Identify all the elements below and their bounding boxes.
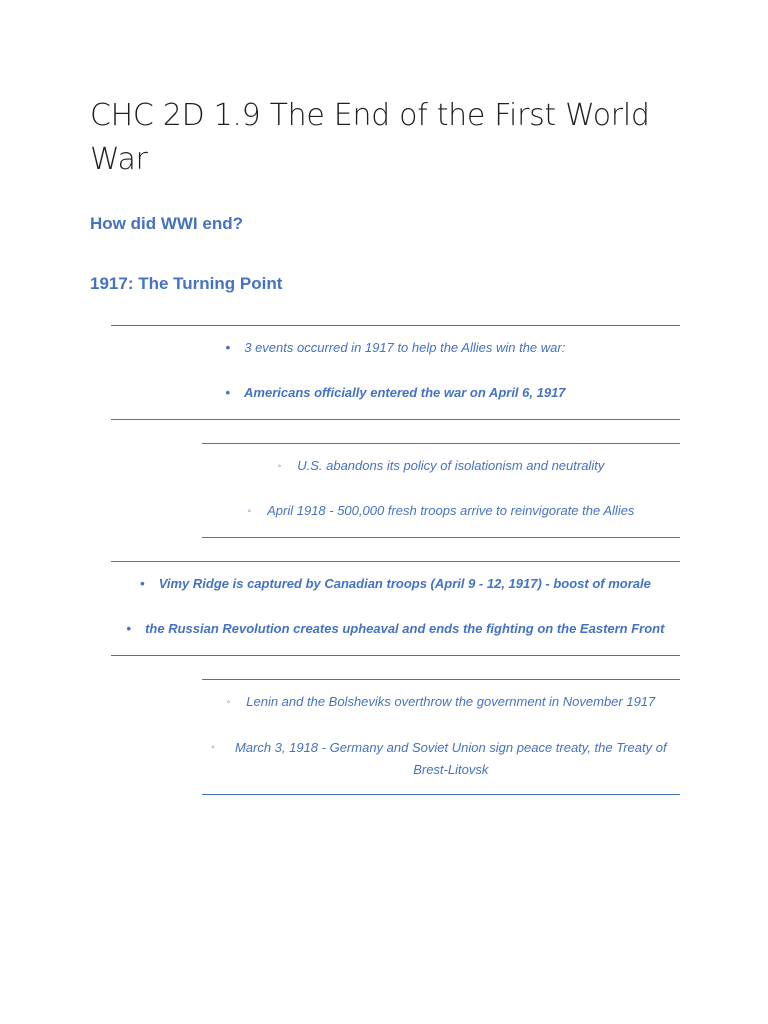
circle-bullet-icon: ◦	[226, 697, 231, 708]
list-item	[111, 382, 680, 404]
list-item	[202, 691, 680, 714]
list-item	[111, 337, 680, 359]
list-item	[111, 618, 680, 640]
bullet-icon: •	[225, 385, 231, 400]
list-item	[111, 573, 680, 595]
bullet-icon: •	[225, 340, 231, 355]
bullet-icon: •	[126, 621, 132, 636]
list-item	[202, 737, 680, 781]
list-item-text: Americans officially entered the war on April 6, 1917	[244, 385, 566, 400]
list-item-text: Lenin and the Bolsheviks overthrow the government in November 1917	[246, 694, 656, 709]
list-item-text: Vimy Ridge is captured by Canadian troops (April 9 - 12, 1917) - boost of morale	[158, 576, 651, 591]
list-item-text: the Russian Revolution creates upheaval and ends the fighting on the Eastern Front	[145, 621, 665, 636]
bullet-icon: •	[140, 576, 145, 591]
circle-bullet-icon: ◦	[277, 461, 282, 472]
heading-turning-point: 1917: The Turning Point	[90, 274, 283, 293]
russia-details-block	[202, 679, 680, 795]
vimy-russia-block	[111, 561, 680, 656]
list-item-text: 3 events occurred in 1917 to help the Allies win the war:	[244, 340, 566, 355]
heading-question: How did WWI end?	[90, 214, 243, 233]
us-details-block	[202, 443, 680, 538]
list-item-text: March 3, 1918 - Germany and Soviet Union sign peace treaty, the Treaty of Brest-Litovsk	[234, 740, 667, 777]
list-item-text: April 1918 - 500,000 fresh troops arrive to reinvigorate the Allies	[267, 503, 635, 518]
document-title: CHC 2D 1.9 The End of the First World War	[90, 98, 650, 177]
circle-bullet-icon: ◦	[211, 742, 215, 753]
events-block	[111, 325, 680, 420]
list-item-text: U.S. abandons its policy of isolationism and neutrality	[297, 458, 605, 473]
list-item	[202, 500, 680, 523]
list-item	[202, 455, 680, 478]
circle-bullet-icon: ◦	[247, 506, 252, 517]
